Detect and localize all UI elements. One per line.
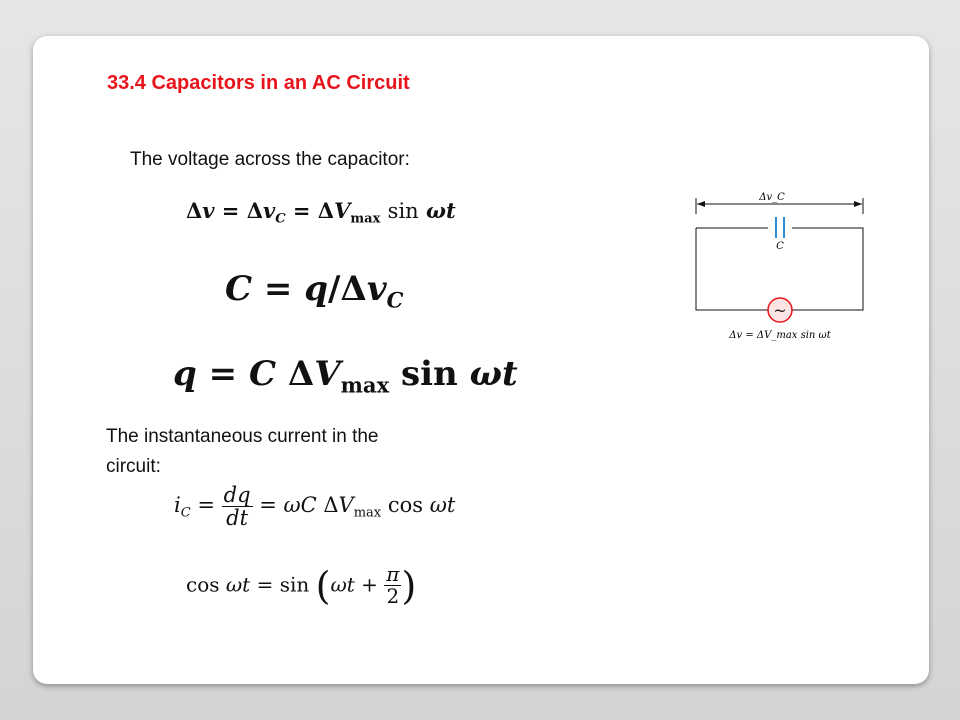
dimension-arrow-left-head bbox=[697, 201, 705, 207]
dimension-label: Δv_C bbox=[759, 192, 785, 203]
equation-identity: cos ωt = sin (ωt + $\frac{\pi}{2}$ ) bbox=[186, 562, 417, 609]
slide-title: 33.4 Capacitors in an AC Circuit bbox=[107, 72, 410, 94]
source-label: Δv = ΔV_max sin ωt bbox=[729, 330, 831, 341]
equation-charge: q = C $\Delta V_{max}$ sin ωt bbox=[173, 354, 518, 398]
capacitor-label: C bbox=[776, 241, 784, 252]
voltage-intro-text: The voltage across the capacitor: bbox=[130, 149, 410, 170]
ac-source-symbol: ~ bbox=[773, 301, 787, 320]
equation-voltage: $\Delta v = \Delta v_C = \Delta V_{max}$ sin ωt bbox=[186, 198, 456, 227]
equation-current: $i_C$ = $\frac{dq}{dt}$ = ωC $\Delta V_{max}$ cos ωt bbox=[174, 483, 456, 531]
dimension-arrow-right-head bbox=[854, 201, 862, 207]
current-intro-text-line2: circuit: bbox=[106, 456, 161, 477]
slide-card bbox=[33, 36, 929, 684]
capacitor-circuit-diagram bbox=[688, 186, 878, 356]
equation-capacitance: $C = q/\Delta v_C$ bbox=[225, 269, 404, 313]
capacitor-gap bbox=[768, 226, 792, 231]
current-intro-text-line1: The instantaneous current in the bbox=[106, 426, 379, 447]
